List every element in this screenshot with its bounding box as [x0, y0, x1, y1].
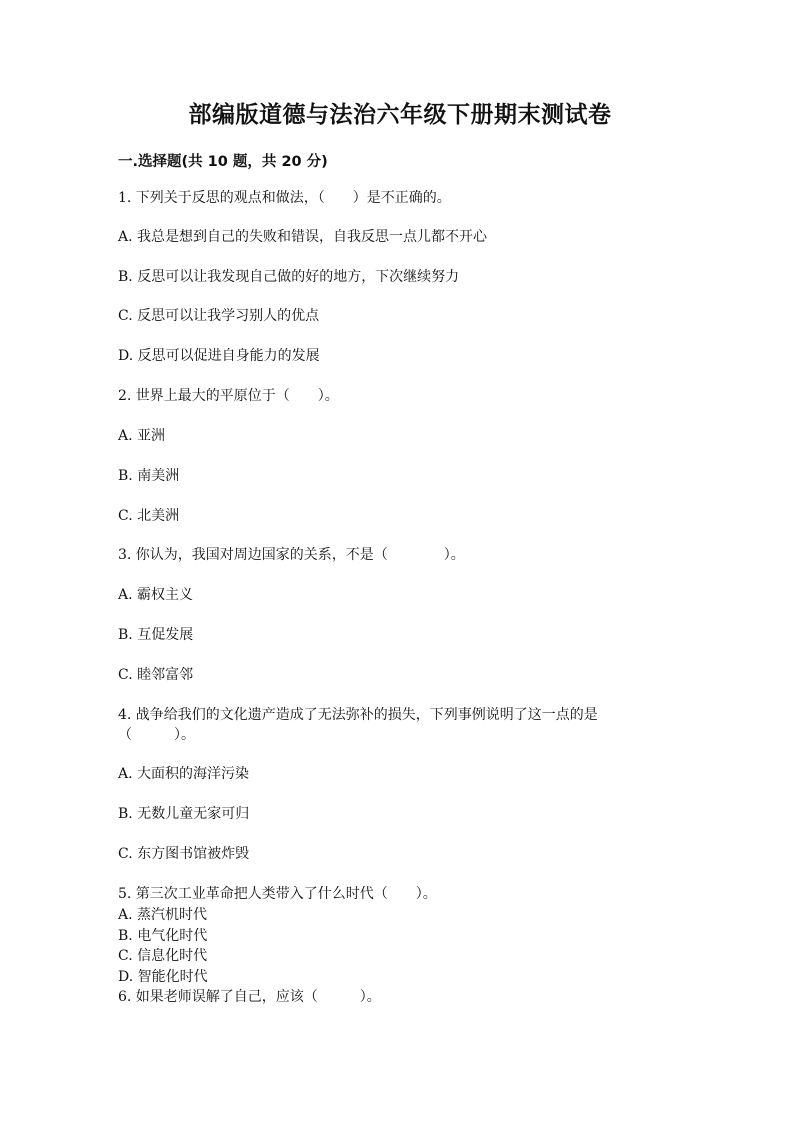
question-4-stem-line-1: 4. 战争给我们的文化遗产造成了无法弥补的损失，下列事例说明了这一点的是	[118, 707, 598, 723]
question-6-stem: 6. 如果老师误解了自己，应该（ ）。	[118, 989, 381, 1005]
question-1-stem: 1. 下列关于反思的观点和做法，（ ）是不正确的。	[118, 190, 451, 206]
question-4-option-b: B. 无数儿童无家可归	[118, 806, 250, 822]
page-title: 部编版道德与法治六年级下册期末测试卷	[188, 102, 612, 128]
question-5-option-a: A. 蒸汽机时代	[118, 907, 208, 923]
question-2-option-b: B. 南美洲	[118, 468, 180, 484]
question-1-option-a: A. 我总是想到自己的失败和错误，自我反思一点儿都不开心	[118, 229, 488, 245]
question-3-option-a: A. 霸权主义	[118, 587, 194, 603]
question-4-option-a: A. 大面积的海洋污染	[118, 766, 250, 782]
section-heading: 一.选择题(共 10 题，共 20 分)	[118, 154, 328, 170]
question-5-option-b: B. 电气化时代	[118, 928, 208, 944]
question-2-stem: 2. 世界上最大的平原位于（ ）。	[118, 388, 339, 404]
question-1-option-b: B. 反思可以让我发现自己做的好的地方，下次继续努力	[118, 269, 460, 285]
question-2-option-a: A. 亚洲	[118, 428, 166, 444]
question-5-option-c: C. 信息化时代	[118, 948, 208, 964]
question-4-stem-line-2: （ ）。	[118, 727, 195, 743]
question-4-option-c: C. 东方图书馆被炸毁	[118, 846, 250, 862]
question-3-option-c: C. 睦邻富邻	[118, 667, 194, 683]
question-3-stem: 3. 你认为，我国对周边国家的关系，不是（ ）。	[118, 547, 465, 563]
question-5-option-d: D. 智能化时代	[118, 969, 208, 985]
question-1-option-c: C. 反思可以让我学习别人的优点	[118, 308, 320, 324]
question-3-option-b: B. 互促发展	[118, 627, 194, 643]
question-1-option-d: D. 反思可以促进自身能力的发展	[118, 348, 320, 364]
question-5-stem: 5. 第三次工业革命把人类带入了什么时代（ ）。	[118, 886, 437, 902]
question-2-option-c: C. 北美洲	[118, 508, 180, 524]
